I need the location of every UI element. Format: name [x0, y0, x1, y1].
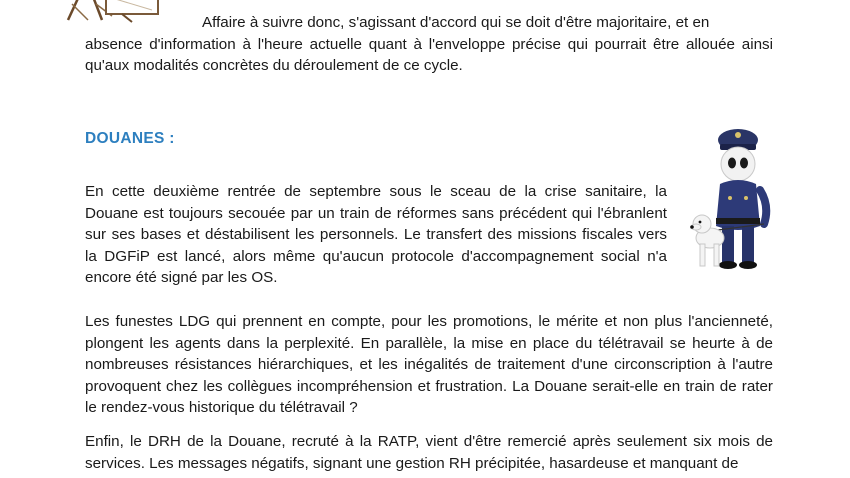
intro-rest: absence d'information à l'heure actuelle quant à l'enveloppe précise qui pourrait être allouée ainsi qu'aux modalités concrètes du déroulement de ce cycle.	[85, 35, 773, 75]
section-heading-douanes: DOUANES :	[85, 130, 175, 147]
douanes-paragraph-3: Enfin, le DRH de la Douane, recruté à la RATP, vient d'être remercié après seulement six mois de services. Les messages négatifs, signant une gestion RH précipitée, hasardeuse et manquant de	[85, 433, 773, 472]
police-officer-with-dog-icon	[688, 126, 774, 274]
intro-paragraph	[85, 12, 773, 77]
intro-first-line: Affaire à suivre donc, s'agissant d'accord qui se doit d'être majoritaire, et en	[202, 14, 710, 31]
douanes-paragraph-1: En cette deuxième rentrée de septembre sous le sceau de la crise sanitaire, la Douane est toujours secouée par un train de réformes sans précédent qui l'ébranlent sur ses bases et déstabilisent les personnels. Le transfert des missions fiscales vers la DGFiP est lancé, alors même qu'aucun protocole d'accompagnement social n'a encore été signé par les OS.	[85, 183, 667, 287]
douanes-paragraph-2: Les funestes LDG qui prennent en compte, pour les promotions, le mérite et non plus l'ancienneté, plongent les agents dans la perplexité. En parallèle, la mise en place du télétravail se heurte à de nombreuses résistances hiérarchiques, et les inégalités de traitement d'une circonscription à l'autre provoquent chez les collègues incompréhension et frustration. La Douane serait-elle en train de rater le rendez-vous historique du télétravail ?	[85, 313, 773, 417]
